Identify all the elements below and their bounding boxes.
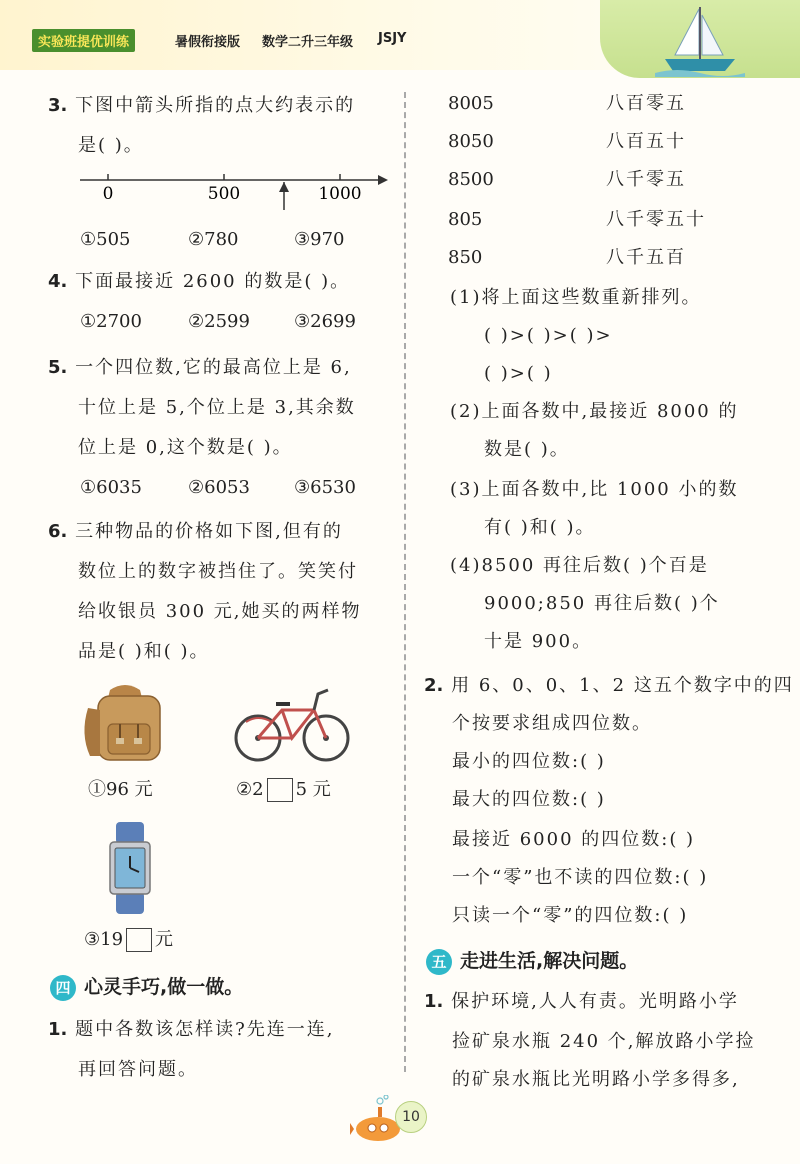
sub-question-4: (4)8500 再往后数( )个百是 xyxy=(450,555,709,576)
section-4-question-1: 1. 题中各数该怎样读?先连一连, xyxy=(48,1019,335,1040)
number-8500: 8500 xyxy=(448,169,494,190)
page-header xyxy=(0,0,800,80)
section-4-badge: 四 xyxy=(50,975,76,1001)
item-2-price: ②2 5 元 xyxy=(236,779,331,800)
answer-closest-6000: 最接近 6000 的四位数:( ) xyxy=(452,829,696,850)
question-6-line4: 品是( )和( )。 xyxy=(78,641,210,662)
q4-option-3: ③2699 xyxy=(294,311,356,332)
sub-question-1: (1)将上面这些数重新排列。 xyxy=(450,287,702,308)
question-5: 5. 一个四位数,它的最高位上是 6, xyxy=(48,357,352,378)
question-6-line3: 给收银员 300 元,她买的两样物 xyxy=(78,601,362,622)
reading-2: 八百五十 xyxy=(606,131,686,152)
item-3-price: ③19 元 xyxy=(84,929,174,950)
question-4: 4. 下面最接近 2600 的数是( )。 xyxy=(48,271,351,292)
section-4-question-1-line2: 再回答问题。 xyxy=(78,1059,198,1080)
question-3-line2: 是( )。 xyxy=(78,135,144,156)
bicycle-icon xyxy=(232,682,352,766)
item-1-price: ①96 元 xyxy=(88,779,153,800)
tick-label-0: 0 xyxy=(102,184,114,204)
number-805: 805 xyxy=(448,209,483,230)
sub-question-3-line2: 有( )和( )。 xyxy=(484,517,596,538)
q4-option-1: ①2700 xyxy=(80,311,142,332)
reading-1: 八百零五 xyxy=(606,93,686,114)
answer-one-zero-read: 只读一个“零”的四位数:( ) xyxy=(452,905,689,926)
number-8005: 8005 xyxy=(448,93,494,114)
hidden-digit-box xyxy=(267,778,293,802)
q5-option-1: ①6035 xyxy=(80,477,142,498)
question-2-right: 2. 用 6、0、0、1、2 这五个数字中的四 xyxy=(424,675,794,696)
q3-option-1: ①505 xyxy=(80,229,131,250)
number-8050: 8050 xyxy=(448,131,494,152)
question-6: 6. 三种物品的价格如下图,但有的 xyxy=(48,521,343,542)
sub-question-3: (3)上面各数中,比 1000 小的数 xyxy=(450,479,739,500)
question-3: 3. 下图中箭头所指的点大约表示的 xyxy=(48,95,356,116)
sub-question-4-line3: 十是 900。 xyxy=(484,631,593,652)
q3-option-2: ②780 xyxy=(188,229,239,250)
watch-icon xyxy=(108,822,152,914)
code-label: JSJY xyxy=(378,31,407,46)
page-number: 10 xyxy=(395,1101,427,1133)
answer-largest: 最大的四位数:( ) xyxy=(452,789,606,810)
column-divider xyxy=(404,92,406,1072)
sub-question-4-line2: 9000;850 再往后数( )个 xyxy=(484,593,720,614)
sub-question-2: (2)上面各数中,最接近 8000 的 xyxy=(450,401,739,422)
section-5-heading: 五 走进生活,解决问题。 xyxy=(426,948,638,975)
q4-option-2: ②2599 xyxy=(188,311,250,332)
section-5-question-1-line2: 捡矿泉水瓶 240 个,解放路小学捡 xyxy=(452,1031,756,1052)
question-5-line2: 十位上是 5,个位上是 3,其余数 xyxy=(78,397,356,418)
hidden-digit-box xyxy=(126,928,152,952)
edition-label: 暑假衔接版 xyxy=(175,35,241,50)
section-4-heading: 四 心灵手巧,做一做。 xyxy=(50,974,243,1001)
number-line xyxy=(78,168,398,216)
answer-no-zero-read: 一个“零”也不读的四位数:( ) xyxy=(452,867,709,888)
sailboat-icon xyxy=(655,5,745,77)
answer-smallest: 最小的四位数:( ) xyxy=(452,751,606,772)
question-5-line3: 位上是 0,这个数是( )。 xyxy=(78,437,293,458)
q3-option-3: ③970 xyxy=(294,229,345,250)
question-6-line2: 数位上的数字被挡住了。笑笑付 xyxy=(78,561,358,582)
ordering-line-1: ( )>( )>( )> xyxy=(484,325,613,346)
section-5-badge: 五 xyxy=(426,949,452,975)
backpack-icon xyxy=(80,684,170,766)
question-2-right-line2: 个按要求组成四位数。 xyxy=(452,713,652,734)
tick-label-500: 500 xyxy=(207,184,241,204)
q5-option-3: ③6530 xyxy=(294,477,356,498)
reading-4: 八千零五十 xyxy=(606,209,706,230)
reading-5: 八千五百 xyxy=(606,247,686,268)
number-850: 850 xyxy=(448,247,483,268)
brand-label: 实验班提优训练 xyxy=(32,29,135,52)
reading-3: 八千零五 xyxy=(606,169,686,190)
q5-option-2: ②6053 xyxy=(188,477,250,498)
subject-label: 数学二升三年级 xyxy=(262,35,354,50)
ordering-line-2: ( )>( ) xyxy=(484,363,553,384)
section-5-question-1: 1. 保护环境,人人有责。光明路小学 xyxy=(424,991,739,1012)
tick-label-1000: 1000 xyxy=(318,184,362,204)
sub-question-2-line2: 数是( )。 xyxy=(484,439,570,460)
section-5-question-1-line3: 的矿泉水瓶比光明路小学多得多, xyxy=(452,1069,740,1090)
